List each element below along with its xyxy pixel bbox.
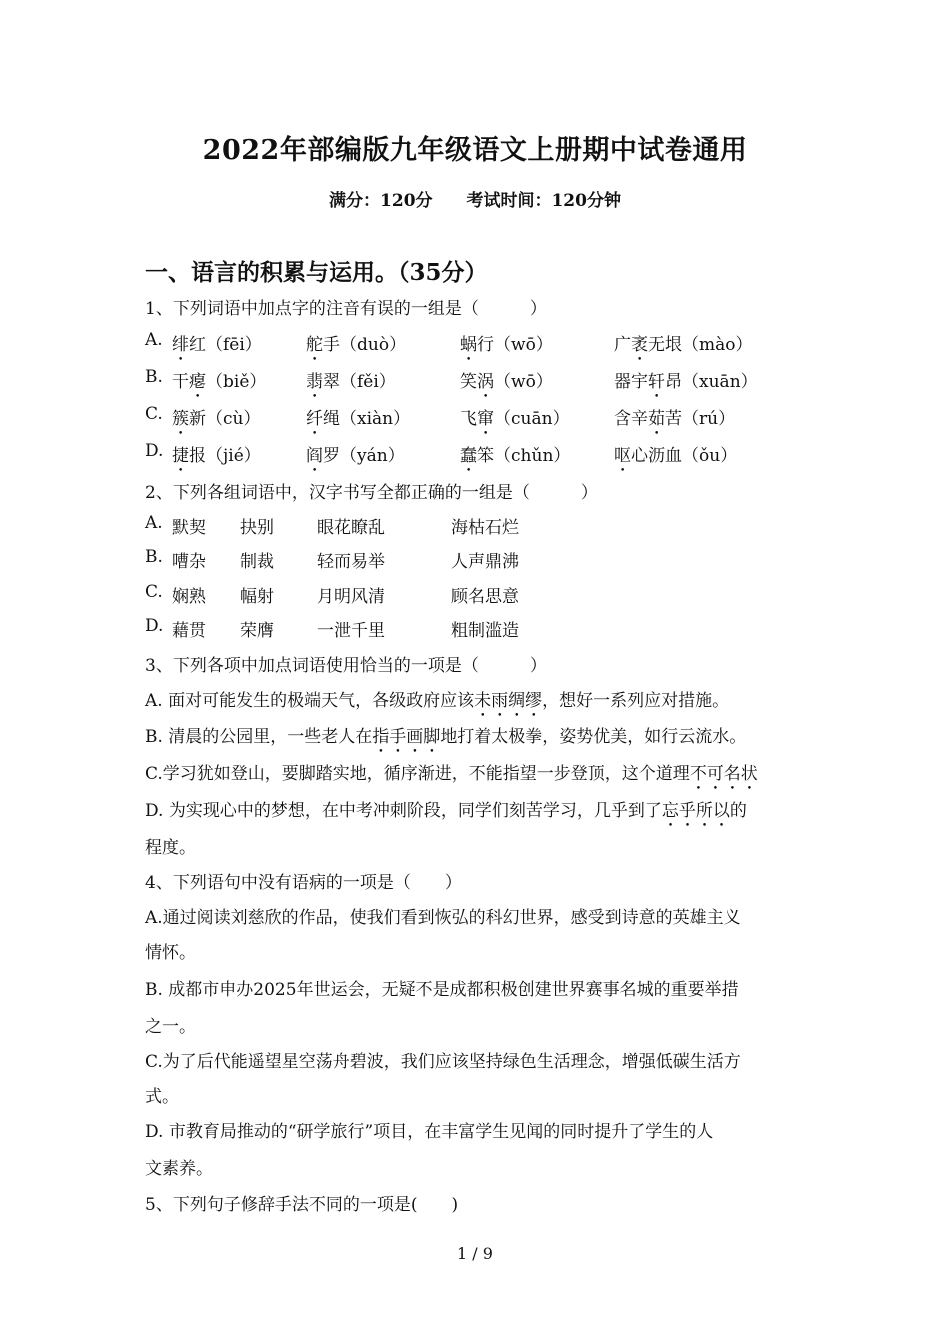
option-label: C. <box>145 404 163 424</box>
option-item: 捷报（jié） <box>172 446 261 466</box>
question-4-option-d: D. 市教育局推动的“研学旅行”项目，在丰富学生见闻的同时提升了学生的人 <box>145 1122 714 1142</box>
option-item: 蠢笨（chǔn） <box>460 446 571 466</box>
option-label: D. <box>145 616 164 636</box>
page-number: 1 / 9 <box>457 1244 493 1263</box>
full-score: 满分：120分 <box>329 191 433 211</box>
question-3-option-d: D. 为实现心中的梦想，在中考冲刺阶段，同学们刻苦学习，几乎到了忘乎所以的 <box>145 801 747 821</box>
question-3-option-c: C.学习犹如登山，要脚踏实地，循序渐进，不能指望一步登顶，这个道理不可名状 <box>145 764 758 784</box>
option-item: 纤绳（xiàn） <box>306 409 411 429</box>
option-item: 眼花瞭乱 <box>317 518 385 538</box>
exam-time: 考试时间：120分钟 <box>466 191 621 211</box>
option-item: 荣膺 <box>240 621 274 641</box>
option-item: 蜗行（wō） <box>460 335 553 355</box>
option-item: 呕心沥血（ǒu） <box>614 446 738 466</box>
question-4-option-b-cont: 之一。 <box>145 1017 196 1037</box>
option-item: 藉贯 <box>172 621 206 641</box>
option-item: 一泄千里 <box>317 621 385 641</box>
question-5-stem: 5、下列句子修辞手法不同的一项是( ) <box>145 1195 459 1215</box>
option-item: 娴熟 <box>172 587 206 607</box>
option-item: 干瘪（biě） <box>172 372 267 392</box>
option-label: B. <box>145 547 163 567</box>
option-item: 含辛茹苦（rú） <box>614 409 736 429</box>
option-label: B. <box>145 367 163 387</box>
question-3-stem: 3、下列各项中加点词语使用恰当的一项是（ ） <box>145 656 547 676</box>
option-item: 轻而易举 <box>317 552 385 572</box>
option-item: 翡翠（fěi） <box>306 372 396 392</box>
option-item: 舵手（duò） <box>306 335 407 355</box>
option-item: 嘈杂 <box>172 552 206 572</box>
question-4-option-b: B. 成都市申办2025年世运会，无疑不是成都积极创建世界赛事名城的重要举措 <box>145 980 739 1000</box>
section-heading: 一、语言的积累与运用。（35分） <box>145 259 488 286</box>
option-item: 簇新（cù） <box>172 409 261 429</box>
option-label: A. <box>145 513 163 533</box>
question-4-stem: 4、下列语句中没有语病的一项是（ ） <box>145 873 462 893</box>
option-item: 绯红（fēi） <box>172 335 262 355</box>
option-item: 制裁 <box>240 552 274 572</box>
option-item: 粗制滥造 <box>451 621 519 641</box>
option-item: 飞窜（cuān） <box>460 409 570 429</box>
question-4-option-c-cont: 式。 <box>145 1087 179 1107</box>
option-item: 笑涡（wō） <box>460 372 553 392</box>
option-item: 阎罗（yán） <box>306 446 405 466</box>
question-4-option-a: A.通过阅读刘慈欣的作品，使我们看到恢弘的科幻世界，感受到诗意的英雄主义 <box>145 908 741 928</box>
option-item: 器宇轩昂（xuān） <box>614 372 758 392</box>
question-3-option-b: B. 清晨的公园里，一些老人在指手画脚地打着太极拳，姿势优美，如行云流水。 <box>145 727 747 747</box>
question-2-stem: 2、下列各组词语中，汉字书写全都正确的一组是（ ） <box>145 483 598 503</box>
option-item: 月明风清 <box>317 587 385 607</box>
option-item: 人声鼎沸 <box>451 552 519 572</box>
option-item: 抉别 <box>240 518 274 538</box>
option-item: 默契 <box>172 518 206 538</box>
question-4-option-a-cont: 情怀。 <box>145 943 196 963</box>
question-1-stem: 1、下列词语中加点字的注音有误的一组是（ ） <box>145 299 547 319</box>
question-3-option-a: A. 面对可能发生的极端天气，各级政府应该未雨绸缪，想好一系列应对措施。 <box>145 691 730 711</box>
option-label: C. <box>145 582 163 602</box>
page-title: 2022年部编版九年级语文上册期中试卷通用 <box>202 135 748 166</box>
option-item: 广袤无垠（mào） <box>614 335 753 355</box>
question-4-option-d-cont: 文素养。 <box>145 1159 213 1179</box>
option-label: D. <box>145 441 164 461</box>
exam-info <box>0 186 950 211</box>
option-item: 幅射 <box>240 587 274 607</box>
question-3-option-d-cont: 程度。 <box>145 838 196 858</box>
option-label: A. <box>145 330 163 350</box>
option-item: 顾名思意 <box>451 587 519 607</box>
question-4-option-c: C.为了后代能遥望星空荡舟碧波，我们应该坚持绿色生活理念，增强低碳生活方 <box>145 1052 741 1072</box>
option-item: 海枯石烂 <box>451 518 519 538</box>
